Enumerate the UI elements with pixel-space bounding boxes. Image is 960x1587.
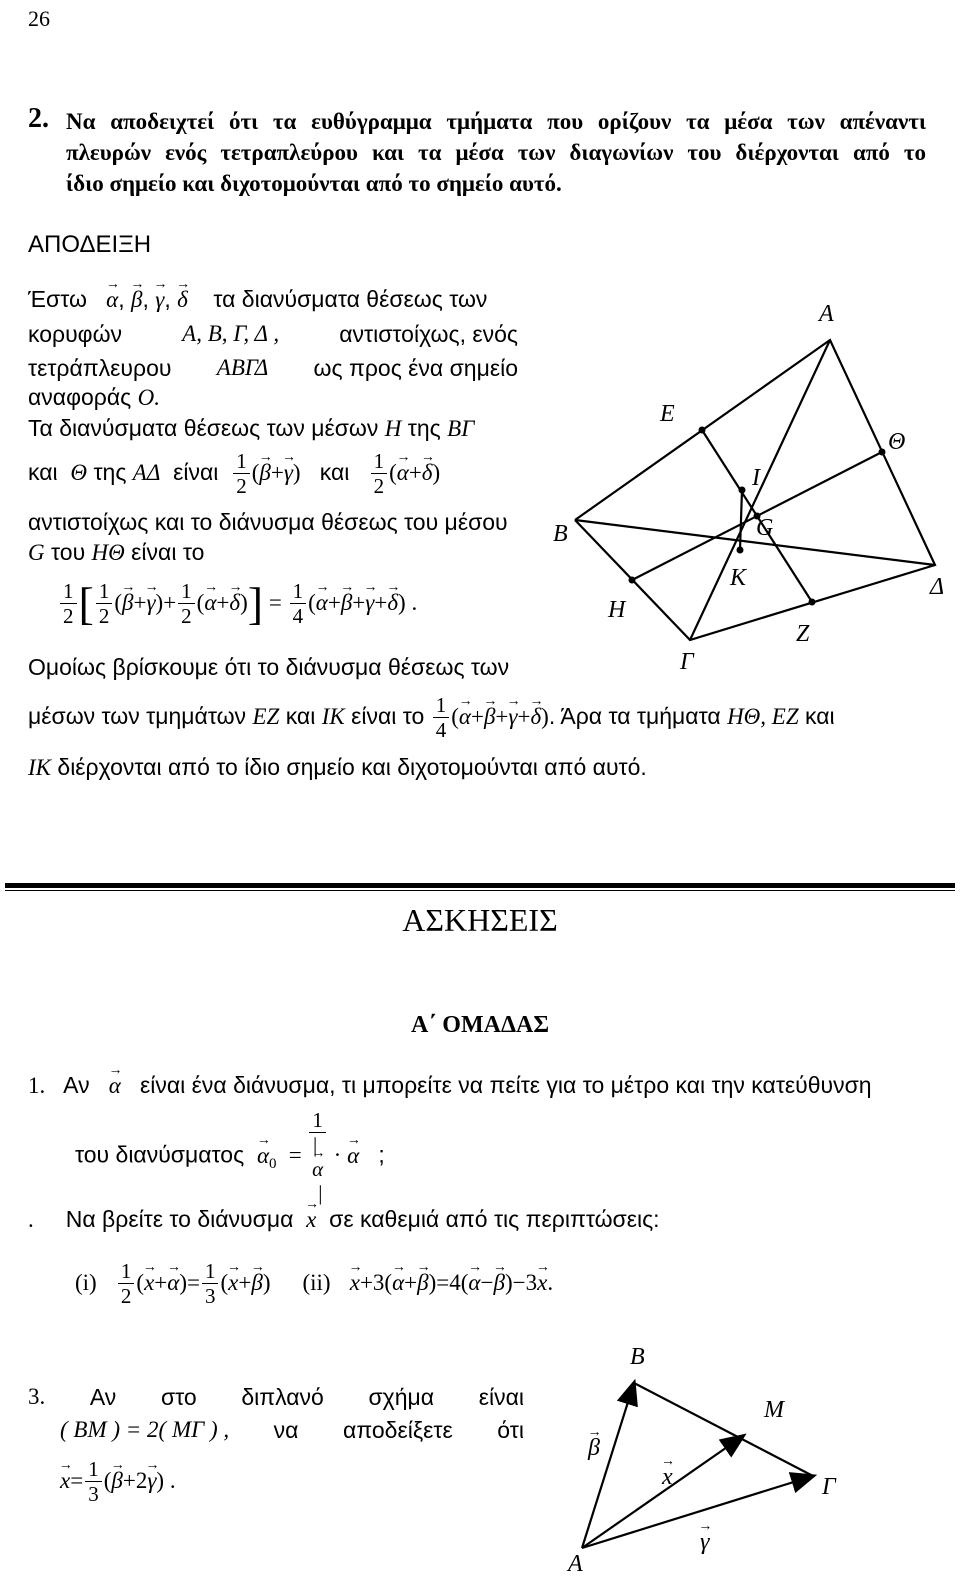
proof-line-11: μέσων των τμημάτων ΕΖ και ΙΚ είναι το $\frac{1}{4}$ (→ α+→ β+→ γ+→ δ). Άρα τα τμήματα ΗΘ, ΕΖ και: [28, 688, 835, 745]
vector-alpha: → α: [392, 1253, 404, 1313]
vector-delta: → δ: [229, 573, 240, 633]
label-H: Η: [608, 597, 626, 623]
den: 4: [292, 604, 304, 629]
text: της: [407, 415, 441, 441]
exercise-3-line-2: [60, 1415, 524, 1445]
label-G: G: [756, 515, 774, 541]
vector-beta: → β: [259, 445, 270, 501]
num: 1: [202, 1259, 219, 1284]
vector-beta: → β: [131, 285, 142, 315]
text: σχήμα: [368, 1384, 435, 1410]
group-heading: Α΄ ΟΜΑΔΑΣ: [410, 1012, 550, 1038]
vector-alpha: → α: [309, 1157, 326, 1181]
text: Έστω: [28, 286, 87, 312]
den: 2: [181, 604, 192, 629]
text: Αν: [89, 1384, 117, 1410]
label-Z: Ζ: [796, 621, 810, 647]
vector-alpha: → α: [316, 573, 328, 633]
vector-delta: → δ: [422, 445, 433, 501]
statement-line-2: πλευρών ενός τετραπλεύρου και τα μέσα των διαγωνίων του διέρχονται από το: [66, 140, 926, 165]
text: και: [285, 703, 316, 729]
text: ;: [378, 1141, 385, 1168]
problem-number: 2.: [28, 103, 49, 134]
fraction: [118, 1259, 135, 1308]
exercise-number: 3.: [28, 1384, 46, 1409]
num: 1: [371, 449, 388, 474]
exercise-3-line-1: [28, 1382, 524, 1412]
text: . Άρα τα τμήματα: [548, 703, 721, 729]
label-Gamma: Γ: [680, 649, 694, 675]
label-Delta: Δ: [930, 574, 945, 600]
point-H: [629, 577, 636, 584]
formula-G: $\frac{1}{2}$ [ $\frac{1}{2}$ (→ β+→ γ)+ $\frac{1}{2}$ (→ α+→ δ)] = $\frac{1}{4}$ (→ α+→ β+→ γ+→ δ) .: [58, 572, 417, 634]
vector-alpha: → α: [347, 1126, 359, 1186]
vector-beta: → β: [417, 1253, 428, 1313]
case-ii: (ii): [302, 1270, 331, 1295]
vector-x: → x: [306, 1205, 316, 1235]
vector-delta: → δ: [177, 285, 188, 315]
vector-alpha: → α: [397, 445, 409, 501]
exercise-2-line-2: (i) $\frac{1}{2}$ (→ x+→ α)= $\frac{1}{3}$ (→ x+→ β) (ii) → x+3(→ α+→ β)=4(→ α−→ β)−3→ x.: [75, 1252, 553, 1313]
label-vector-gamma: → γ: [700, 1530, 709, 1554]
exercises-heading: ΑΣΚΗΣΕΙΣ: [402, 902, 558, 938]
text: μέσων των τμημάτων: [28, 703, 247, 729]
proof-line-3: [28, 353, 518, 383]
proof-line-12: [28, 752, 647, 783]
statement-line-3: ίδιο σημείο και διχοτομούνται από το σημείο αυτό.: [66, 171, 562, 196]
proof-heading: ΑΠΟΔΕΙΞΗ: [28, 231, 152, 258]
exercise-number: .: [28, 1207, 34, 1232]
den: 2: [120, 1284, 132, 1309]
vector-AB: [582, 1383, 634, 1548]
num: 1: [309, 1108, 326, 1133]
text: αναφοράς: [28, 384, 132, 410]
point-Z: [809, 599, 816, 606]
text: είναι: [173, 459, 219, 485]
den-abs: | → α |: [309, 1133, 326, 1205]
fraction: [60, 579, 77, 628]
den: 2: [373, 474, 385, 499]
text: σε καθεμιά από τις περιπτώσεις:: [329, 1206, 660, 1232]
text: τα διανύσματα θέσεως των: [213, 286, 488, 312]
vector-beta: → β: [111, 1451, 122, 1511]
vector-x: → x: [60, 1451, 70, 1511]
vector-alpha: → α: [106, 285, 118, 315]
vector-x: → x: [228, 1253, 238, 1313]
vector-gamma: → γ: [284, 445, 293, 501]
text: της: [93, 459, 127, 485]
fraction: [96, 579, 113, 628]
separator-top-thick: [5, 883, 955, 888]
point-theta: Θ: [70, 460, 88, 485]
vector-gamma: → γ: [365, 573, 374, 633]
vector-beta: → β: [251, 1253, 262, 1313]
vector-x: → x: [537, 1253, 547, 1313]
vector-gamma: → γ: [155, 285, 164, 315]
diagonal-BD: [575, 520, 935, 565]
text: είναι το: [351, 703, 425, 729]
label-vector-beta: → β: [588, 1436, 600, 1460]
point-I: [739, 487, 746, 494]
num: 1: [290, 579, 307, 604]
point-H: Η: [384, 416, 402, 441]
num: 1: [233, 449, 250, 474]
text: Να βρείτε το διάνυσμα: [65, 1206, 294, 1232]
text: στο: [160, 1384, 197, 1410]
exercise-3-formula: → x= $\frac{1}{3}$ (→ β+2→ γ) .: [60, 1450, 176, 1511]
segment: ΒΓ: [447, 416, 475, 441]
origin: Ο.: [137, 385, 161, 410]
segment-IK: ΙΚ: [321, 704, 345, 729]
label-A: Α: [568, 1551, 583, 1577]
proof-line-4: [28, 382, 160, 413]
fraction: [85, 1457, 102, 1506]
den: 2: [98, 604, 110, 629]
text: κορυφών: [28, 321, 123, 347]
exercise-1-line-1: [28, 1070, 872, 1101]
text: και: [28, 459, 58, 485]
vector-alpha: → α: [468, 1253, 480, 1313]
text: τετράπλευρου: [28, 355, 172, 381]
exercise-1-line-2: του $\delta\iota\alpha\nu ύ\sigma\mu\alpha\tau o\varsigma \to \alpha_0$ = 1 | → α | · → α ;: [75, 1108, 385, 1205]
fraction: [202, 1259, 219, 1308]
quadrilateral: ΑΒΓΔ: [216, 355, 269, 380]
text: διέρχονται από το ίδιο σημείο και διχοτομούνται από αυτό.: [57, 754, 647, 780]
vector-gamma: → γ: [146, 573, 155, 633]
label-B: Β: [630, 1344, 645, 1370]
den: 2: [63, 604, 74, 629]
label-vector-x: → x: [662, 1465, 673, 1489]
text: Τα διανύσματα θέσεως των μέσων: [28, 415, 379, 441]
num: 1: [96, 579, 113, 604]
text: και: [319, 459, 350, 485]
den: 3: [88, 1482, 99, 1507]
vertices: Α, Β, Γ, Δ ,: [182, 321, 280, 346]
label-Gamma: Γ: [822, 1474, 836, 1500]
point-Theta: [879, 449, 886, 456]
fraction: [290, 579, 307, 628]
text: είναι ένα διάνυσμα, τι μπορείτε να πείτε για το μέτρο και την κατεύθυνση: [140, 1072, 872, 1098]
segment: ΑΔ: [132, 460, 161, 485]
num: 1: [60, 579, 77, 604]
proof-line-2: [28, 319, 518, 349]
statement-line-1: Να αποδειχτεί ότι τα ευθύγραμμα τμήματα που ορίζουν τα μέσα των απέναντι: [66, 109, 926, 134]
text: του: [51, 539, 86, 565]
num: 1: [433, 693, 450, 718]
den: 4: [435, 718, 447, 743]
fraction: [178, 579, 195, 628]
text: αποδείξετε: [343, 1417, 453, 1443]
label-M: Μ: [764, 1397, 784, 1423]
quadrilateral-figure: [540, 290, 960, 690]
vector-alpha: → α: [257, 1126, 269, 1186]
segment-IK: ΙΚ: [28, 755, 51, 780]
text: Αν: [63, 1072, 90, 1098]
text: να: [273, 1417, 299, 1443]
vector-alpha: → α: [109, 1071, 121, 1101]
proof-line-7: αντιστοίχως και το διάνυσμα θέσεως του μέσου: [28, 509, 508, 535]
vector-beta: → β: [484, 689, 495, 745]
label-E: Ε: [660, 401, 675, 427]
label-K: Κ: [730, 565, 747, 591]
text: αντιστοίχως, ενός: [339, 321, 518, 347]
text: ως προς ένα σημείο: [313, 355, 518, 381]
exercise-2-line-1: [28, 1204, 660, 1235]
vector-gamma: → γ: [147, 1451, 156, 1511]
text: είναι το: [131, 539, 205, 565]
vector-delta: → δ: [387, 573, 398, 633]
segments: ΗΘ, ΕΖ: [727, 704, 799, 729]
exercise-number: 1.: [28, 1073, 46, 1098]
vector-x: → x: [144, 1253, 154, 1313]
point-E: [699, 427, 706, 434]
vector-beta: → β: [122, 573, 133, 633]
text: του διανύσματος: [75, 1141, 245, 1168]
vector-alpha: → α: [459, 689, 471, 745]
label-I: Ι: [752, 465, 760, 491]
vector-alpha: → α: [167, 1253, 179, 1313]
label-Theta: Θ: [888, 429, 906, 455]
segment: ΗΘ: [91, 540, 125, 565]
num: 1: [118, 1259, 135, 1284]
vector-beta: → β: [493, 1253, 504, 1313]
vector-delta: → δ: [530, 689, 541, 745]
page-number: 26: [28, 6, 50, 31]
proof-line-10: Ομοίως βρίσκουμε ότι το διάνυσμα θέσεως των: [28, 654, 510, 680]
separator-top-thin: [5, 890, 955, 891]
text: και: [805, 703, 835, 729]
text: διπλανό: [241, 1384, 324, 1410]
proof-line-1: Έστω → α, → β, → γ, → δ τα διανύσματα θέσεως των: [28, 284, 487, 315]
proof-line-6: και Θ της ΑΔ είναι $\frac{1}{2}$ (→ β+→ γ) και $\frac{1}{2}$ (→ α+→ δ): [28, 444, 440, 501]
fraction: [371, 449, 388, 498]
text: είναι: [478, 1384, 524, 1410]
num: 1: [85, 1457, 102, 1482]
segment-EZ: ΕΖ: [252, 704, 280, 729]
condition: ( ΒΜ ) = 2( ΜΓ ) ,: [60, 1417, 230, 1442]
proof-line-8: [28, 537, 204, 568]
point-G: G: [28, 540, 45, 565]
point-K: [737, 547, 744, 554]
vector-x: → x: [350, 1253, 360, 1313]
problem-statement: [66, 106, 926, 137]
vector-alpha: → α: [204, 573, 216, 633]
vector-gamma: → γ: [508, 689, 517, 745]
text: ότι: [497, 1417, 524, 1443]
case-i: (i): [75, 1270, 97, 1295]
fraction: [433, 693, 450, 742]
label-B: Β: [553, 521, 568, 547]
vector-beta: → β: [341, 573, 352, 633]
den: 3: [204, 1284, 216, 1309]
problem-statement-2: [66, 137, 926, 168]
den: 2: [236, 474, 247, 499]
label-A: Α: [819, 301, 834, 327]
fraction: [233, 449, 250, 498]
num: 1: [178, 579, 195, 604]
